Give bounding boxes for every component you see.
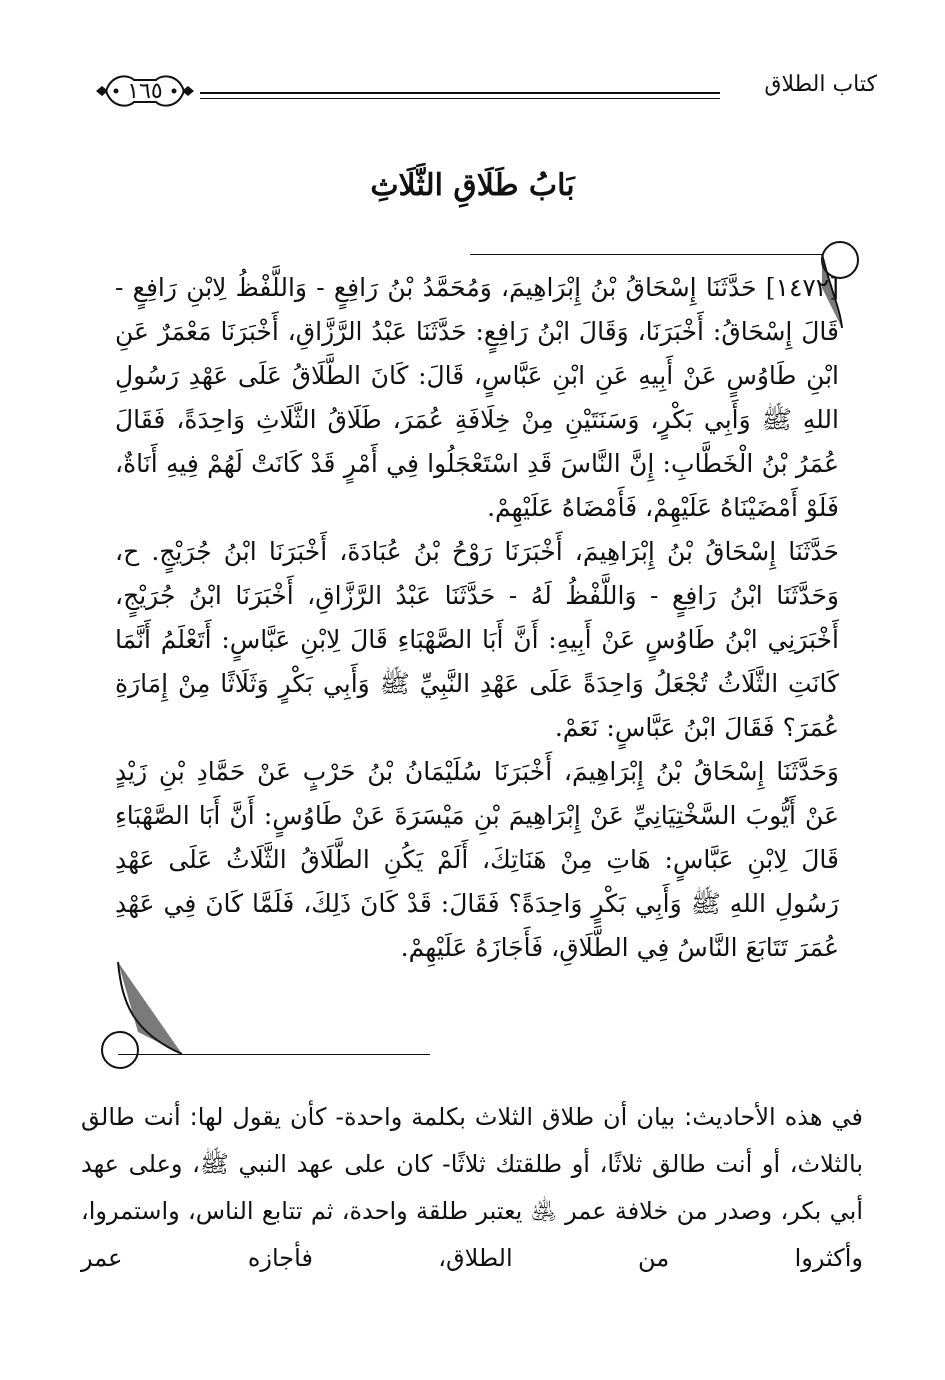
frame-bottom-rule <box>118 1054 430 1055</box>
hadith-paragraph: حَدَّثَنَا إِسْحَاقُ بْنُ إِبْرَاهِيمَ، أَخْبَرَنَا رَوْحُ بْنُ عُبَادَةَ، أَخْبَرَنَا ابْنُ جُرَيْجٍ. ح، وَحَدَّثَنَا ابْنُ رَافِعٍ - وَاللَّفْظُ لَهُ - حَدَّثَنَا عَبْدُ الرَّزَّاقِ، أَخْبَرَنَا ابْنُ جُرَيْجٍ، أَخْبَرَنِي ابْنُ طَاوُسٍ عَنْ أَبِيهِ: أَنَّ أَبَا الصَّهْبَاءِ قَالَ لِابْنِ عَبَّاسٍ: أَتَعْلَمُ أَنَّمَا كَانَتِ الثَّلَاثُ تُجْعَلُ وَاحِدَةً عَلَى عَهْدِ النَّبِيِّ ﷺ وَأَبِي بَكْرٍ وَثَلَاثًا مِنْ إِمَارَةِ عُمَرَ؟ فَقَالَ ابْنُ عَبَّاسٍ: نَعَمْ. <box>115 537 839 742</box>
page-number: ١٦٥ <box>127 78 163 104</box>
header-rule <box>200 92 720 99</box>
page-number-ornament <box>92 68 198 114</box>
frame-top-rule <box>470 254 822 255</box>
commentary-block <box>81 1094 863 1282</box>
hadith-text-block <box>115 266 839 970</box>
hadith-paragraph: [١٤٧٢] حَدَّثَنَا إِسْحَاقُ بْنُ إِبْرَاهِيمَ، وَمُحَمَّدُ بْنُ رَافِعٍ - وَاللَّفْظُ لِابْنِ رَافِعٍ - قَالَ إِسْحَاقُ: أَخْبَرَنَا، وَقَالَ ابْنُ رَافِعٍ: حَدَّثَنَا عَبْدُ الرَّزَّاقِ، أَخْبَرَنَا مَعْمَرٌ عَنِ ابْنِ طَاوُسٍ عَنْ أَبِيهِ عَنِ ابْنِ عَبَّاسٍ، قَالَ: كَانَ الطَّلَاقُ عَلَى عَهْدِ رَسُولِ اللهِ ﷺ وَأَبِي بَكْرٍ، وَسَنَتَيْنِ مِنْ خِلَافَةِ عُمَرَ، طَلَاقُ الثَّلَاثِ وَاحِدَةً، فَقَالَ عُمَرُ بْنُ الْخَطَّابِ: إِنَّ النَّاسَ قَدِ اسْتَعْجَلُوا فِي أَمْرٍ قَدْ كَانَتْ لَهُمْ فِيهِ أَنَاةٌ، فَلَوْ أَمْضَيْنَاهُ عَلَيْهِمْ، فَأَمْضَاهُ عَلَيْهِمْ. <box>115 273 839 522</box>
frame-corner-bottom-left-icon <box>92 962 182 1072</box>
running-title: كتاب الطلاق <box>764 72 877 97</box>
chapter-title: بَابُ طَلَاقِ الثَّلَاثِ <box>370 168 575 203</box>
commentary-paragraph: في هذه الأحاديث: بيان أن طلاق الثلاث بكلمة واحدة- كأن يقول لها: أنت طالق بالثلاث، أو أنت طالق ثلاثًا، أو طلقتك ثلاثًا- كان على عهد النبي ﷺ، وعلى عهد أبي بكر، وصدر من خلافة عمر ﵁ يعتبر طلقة واحدة، ثم تتابع الناس، واستمروا، وأكثروا من الطلاق، فأجازه عمر <box>81 1103 863 1272</box>
hadith-paragraph: وَحَدَّثَنَا إِسْحَاقُ بْنُ إِبْرَاهِيمَ، أَخْبَرَنَا سُلَيْمَانُ بْنُ حَرْبٍ عَنْ حَمَّادِ بْنِ زَيْدٍ عَنْ أَيُّوبَ السَّخْتِيَانِيِّ عَنْ إِبْرَاهِيمَ بْنِ مَيْسَرَةَ عَنْ طَاوُسٍ: أَنَّ أَبَا الصَّهْبَاءِ قَالَ لِابْنِ عَبَّاسٍ: هَاتِ مِنْ هَنَاتِكَ، أَلَمْ يَكُنِ الطَّلَاقُ الثَّلَاثُ عَلَى عَهْدِ رَسُولِ اللهِ ﷺ وَأَبِي بَكْرٍ وَاحِدَةً؟ فَقَالَ: قَدْ كَانَ ذَلِكَ، فَلَمَّا كَانَ فِي عَهْدِ عُمَرَ تَتَابَعَ النَّاسُ فِي الطَّلَاقِ، فَأَجَازَهُ عَلَيْهِمْ. <box>115 757 839 962</box>
